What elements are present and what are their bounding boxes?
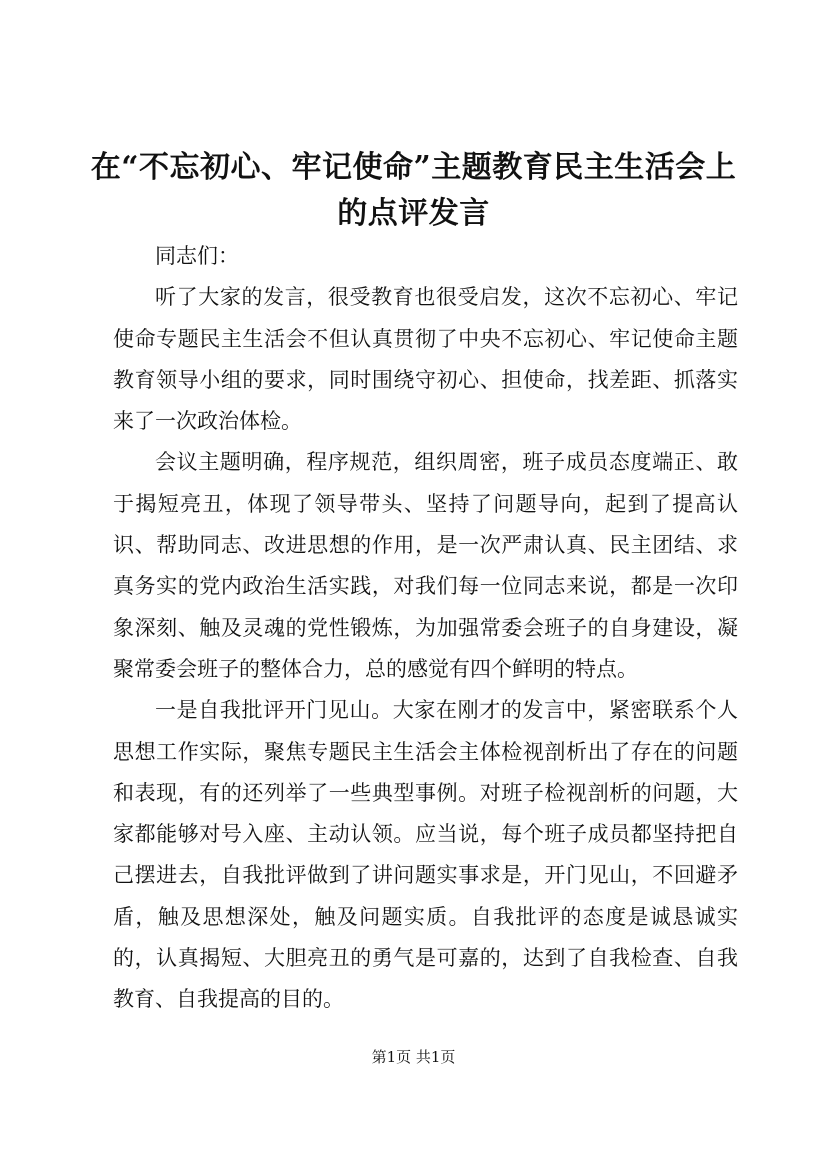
- greeting: 同志们：: [155, 244, 239, 268]
- document-body: [113, 236, 738, 1021]
- document-title: 在“不忘初心、牢记使命”主题教育民主生活会上的点评发言: [90, 150, 737, 231]
- paragraph-2: 会议主题明确，程序规范，组织周密，班子成员态度端正、敢于揭短亮丑，体现了领导带头、坚持了问题导向，起到了提高认识、帮助同志、改进思想的作用，是一次严肃认真、民主团结、求真务实的党内政治生活实践，对我们每一位同志来说，都是一次印象深刻、触及灵魂的党性锻炼，为加强常委会班子的自身建设，凝聚常委会班子的整体合力，总的感觉有四个鲜明的特点。: [113, 450, 738, 681]
- paragraph-3: 一是自我批评开门见山。大家在刚才的发言中，紧密联系个人思想工作实际，聚焦专题民主生活会主体检视剖析出了存在的问题和表现，有的还列举了一些典型事例。对班子检视剖析的问题，大家都能够对号入座、主动认领。应当说，每个班子成员都坚持把自己摆进去，自我批评做到了讲问题实事求是，开门见山，不回避矛盾，触及思想深处，触及问题实质。自我批评的态度是诚恳诚实的，认真揭短、大胆亮丑的勇气是可嘉的，达到了自我检查、自我教育、自我提高的目的。: [113, 698, 738, 1012]
- page-number-footer: 第1页 共1页: [371, 1048, 456, 1066]
- paragraph-1: 听了大家的发言，很受教育也很受启发，这次不忘初心、牢记使命专题民主生活会不但认真贯彻了中央不忘初心、牢记使命主题教育领导小组的要求，同时围绕守初心、担使命，找差距、抓落实来了一次政治体检。: [113, 285, 738, 434]
